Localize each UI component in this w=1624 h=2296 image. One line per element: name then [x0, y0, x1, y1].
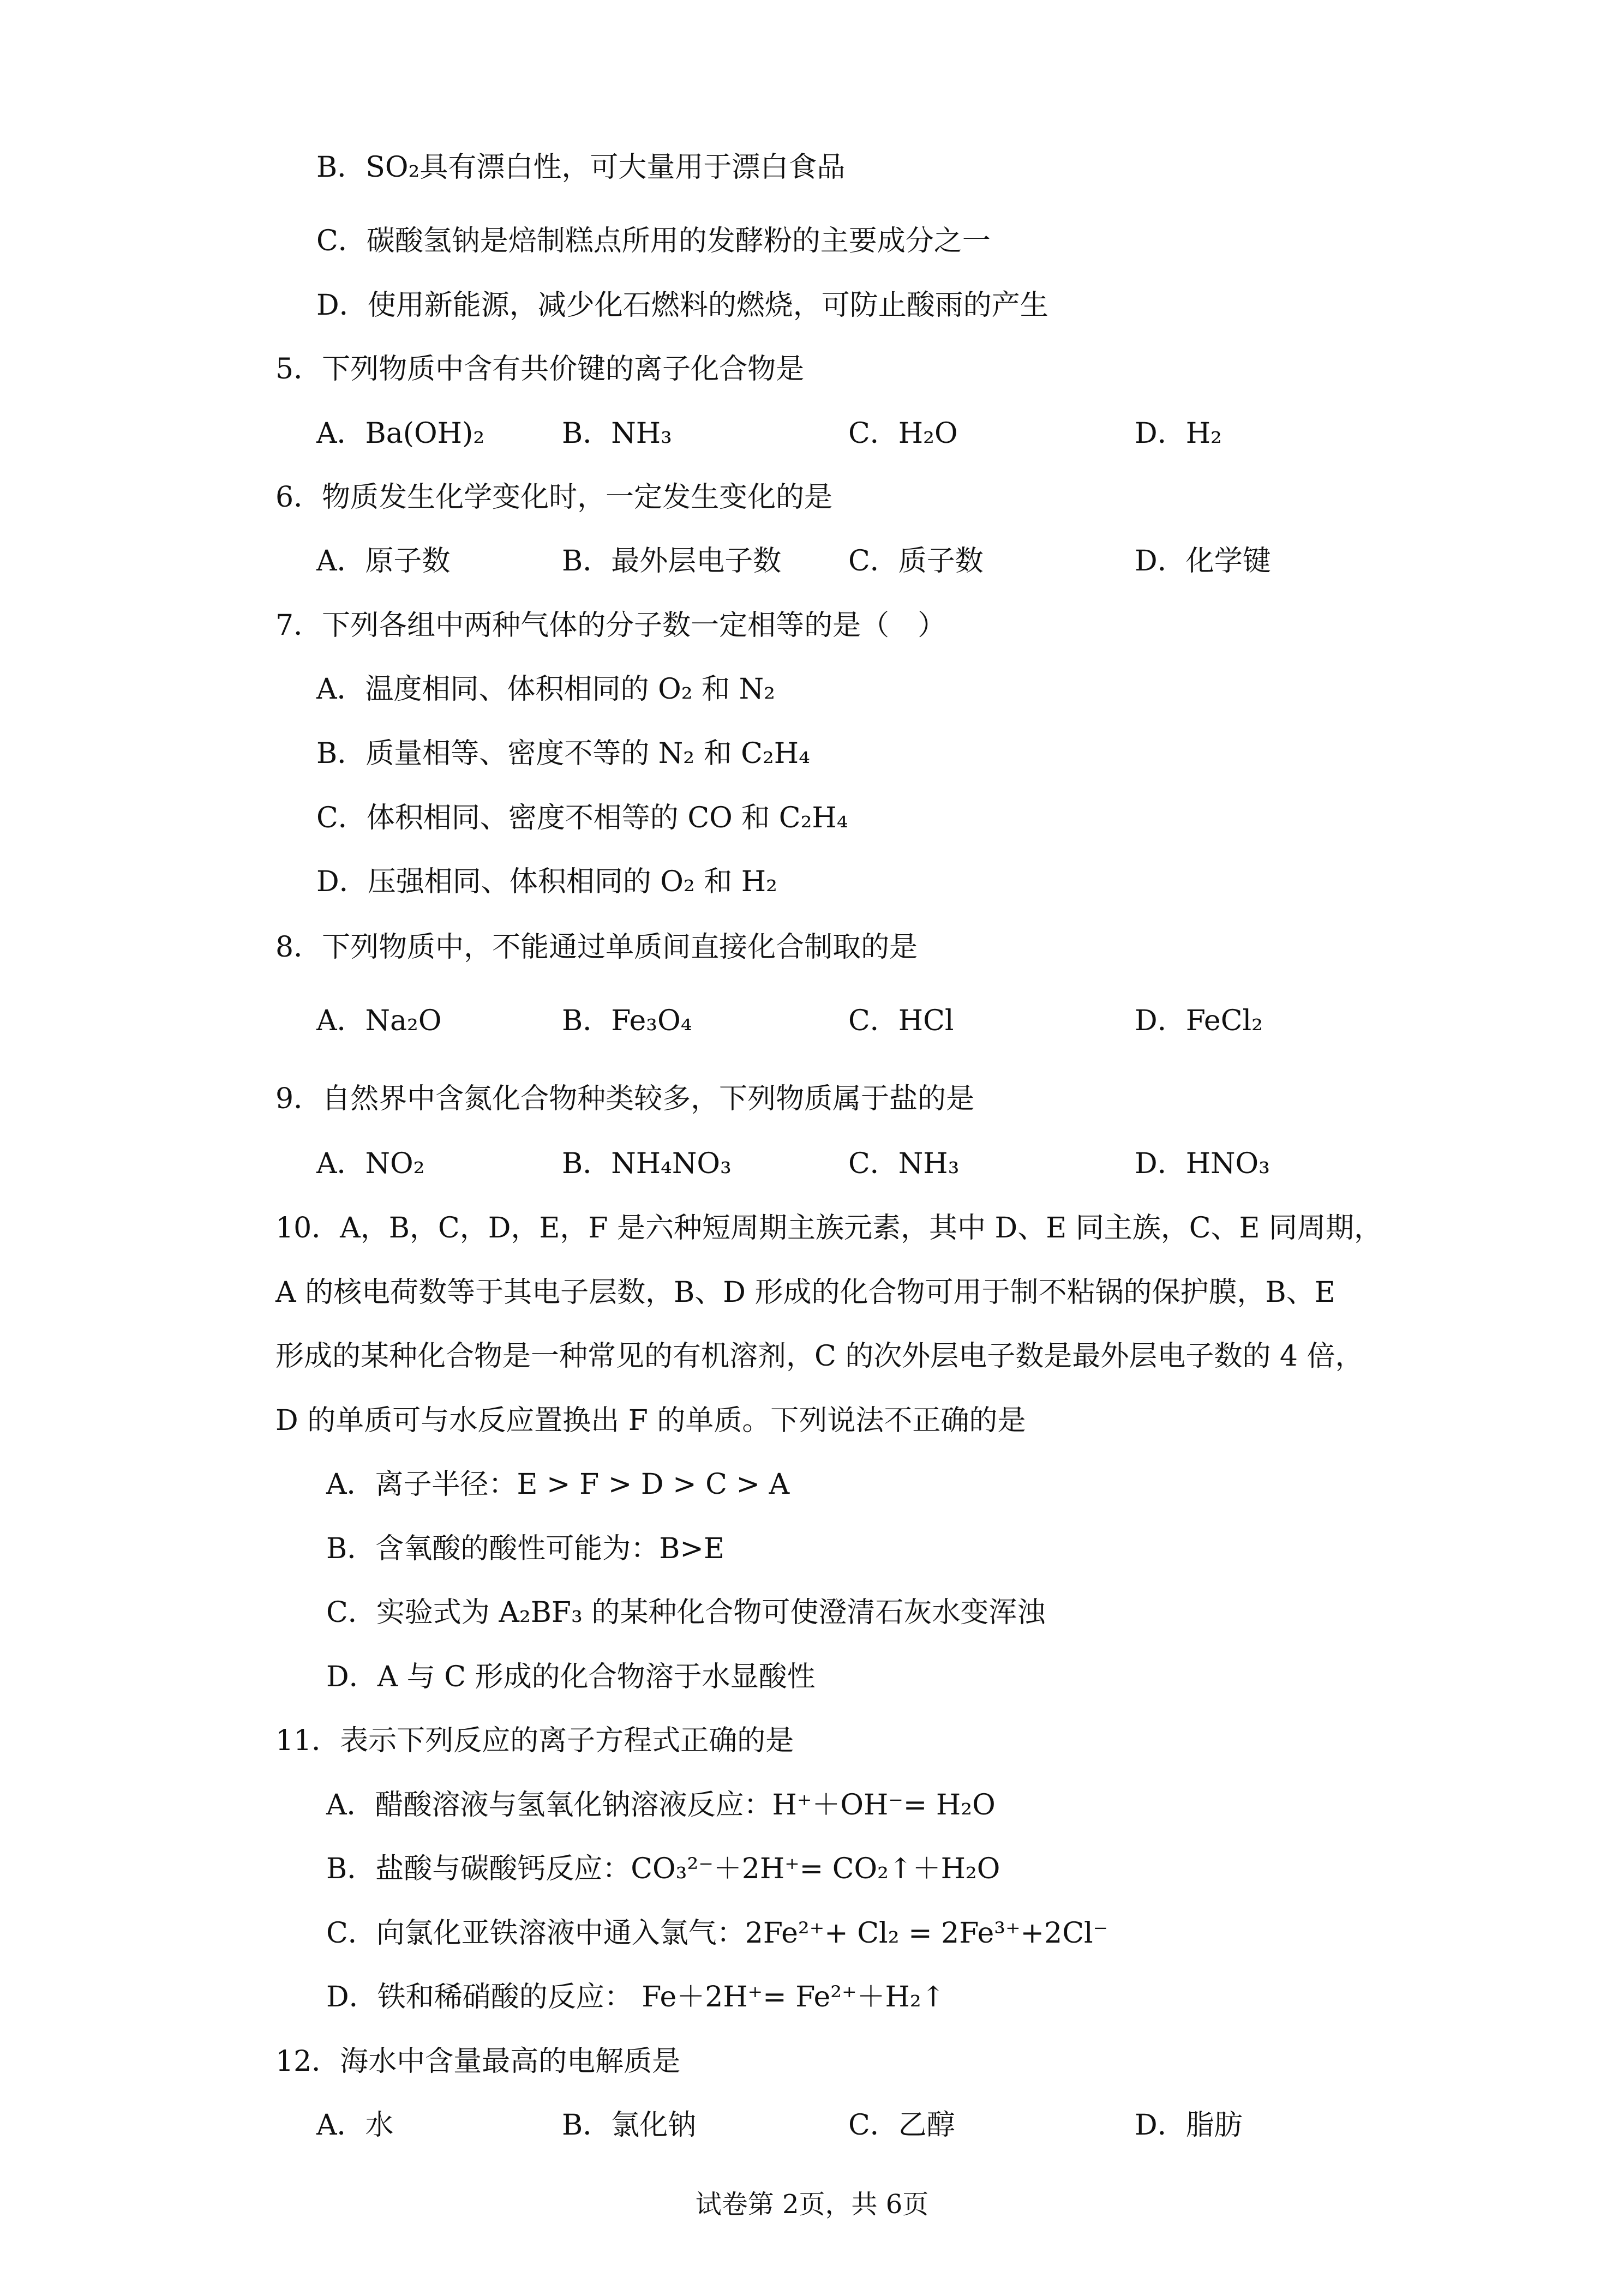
question-5: 5．下列物质中含有共价键的离子化合物是 [275, 353, 805, 386]
question-12: 12．海水中含量最高的电解质是 [275, 2045, 681, 2078]
q4-option-d: D．使用新能源，减少化石燃料的燃烧，可防止酸雨的产生 [316, 289, 1048, 322]
q8-option-a: A．Na₂O [316, 1005, 442, 1037]
q6-option-a: A．原子数 [316, 545, 451, 578]
q11-option-c: C．向氯化亚铁溶液中通入氯气：2Fe²⁺+ Cl₂ = 2Fe³⁺+2Cl⁻ [326, 1917, 1108, 1950]
q6-option-d: D．化学键 [1135, 545, 1271, 578]
question-10-line-2: A 的核电荷数等于其电子层数，B、D 形成的化合物可用于制不粘锅的保护膜，B、E [275, 1276, 1335, 1309]
q9-option-b: B．NH₄NO₃ [562, 1147, 732, 1180]
q5-option-a: A．Ba(OH)₂ [316, 417, 485, 450]
q8-option-c: C．HCl [848, 1005, 954, 1037]
page-footer: 试卷第 2页，共 6页 [695, 2189, 929, 2220]
q5-option-b: B．NH₃ [562, 417, 672, 450]
q6-option-b: B．最外层电子数 [562, 545, 782, 578]
question-10-line-4: D 的单质可与水反应置换出 F 的单质。下列说法不正确的是 [275, 1404, 1026, 1437]
question-8: 8．下列物质中，不能通过单质间直接化合制取的是 [275, 931, 918, 964]
question-6: 6．物质发生化学变化时，一定发生变化的是 [275, 481, 833, 514]
q9-option-c: C．NH₃ [848, 1147, 960, 1180]
q12-option-d: D．脂肪 [1135, 2109, 1243, 2142]
q12-option-b: B．氯化钠 [562, 2109, 697, 2142]
q7-option-b: B．质量相等、密度不等的 N₂ 和 C₂H₄ [316, 737, 810, 770]
q5-option-d: D．H₂ [1135, 417, 1222, 450]
q12-option-c: C．乙醇 [848, 2109, 955, 2142]
q5-option-c: C．H₂O [848, 417, 958, 450]
q8-option-b: B．Fe₃O₄ [562, 1005, 692, 1037]
question-10-line-3: 形成的某种化合物是一种常见的有机溶剂，C 的次外层电子数是最外层电子数的 4 倍， [275, 1340, 1364, 1373]
q6-option-c: C．质子数 [848, 545, 984, 578]
q10-option-c: C．实验式为 A₂BF₃ 的某种化合物可使澄清石灰水变浑浊 [326, 1596, 1046, 1629]
q7-option-d: D．压强相同、体积相同的 O₂ 和 H₂ [316, 865, 777, 898]
q11-option-d: D．铁和稀硝酸的反应： Fe＋2H⁺= Fe²⁺＋H₂↑ [326, 1981, 945, 2013]
q7-option-a: A．温度相同、体积相同的 O₂ 和 N₂ [316, 673, 775, 706]
q11-option-a: A．醋酸溶液与氢氧化钠溶液反应：H⁺＋OH⁻= H₂O [326, 1789, 996, 1822]
q9-option-a: A．NO₂ [316, 1147, 425, 1180]
q10-option-b: B．含氧酸的酸性可能为：B>E [326, 1532, 724, 1565]
q4-option-c: C．碳酸氢钠是焙制糕点所用的发酵粉的主要成分之一 [316, 225, 991, 257]
question-9: 9．自然界中含氮化合物种类较多，下列物质属于盐的是 [275, 1083, 975, 1115]
question-11: 11．表示下列反应的离子方程式正确的是 [275, 1724, 794, 1757]
q4-option-b: B．SO₂具有漂白性，可大量用于漂白食品 [316, 151, 846, 184]
q12-option-a: A．水 [316, 2109, 394, 2142]
q11-option-b: B．盐酸与碳酸钙反应：CO₃²⁻＋2H⁺= CO₂↑＋H₂O [326, 1853, 1000, 1885]
q9-option-d: D．HNO₃ [1135, 1147, 1271, 1180]
q10-option-d: D．A 与 C 形成的化合物溶于水显酸性 [326, 1661, 816, 1693]
q7-option-c: C．体积相同、密度不相等的 CO 和 C₂H₄ [316, 802, 848, 834]
question-10-line-1: 10．A，B，C，D，E，F 是六种短周期主族元素，其中 D、E 同主族，C、E 同周期， [275, 1212, 1382, 1245]
q10-option-a: A．离子半径：E > F > D > C > A [326, 1468, 790, 1501]
question-7: 7．下列各组中两种气体的分子数一定相等的是（ ） [275, 609, 946, 642]
q8-option-d: D．FeCl₂ [1135, 1005, 1263, 1037]
